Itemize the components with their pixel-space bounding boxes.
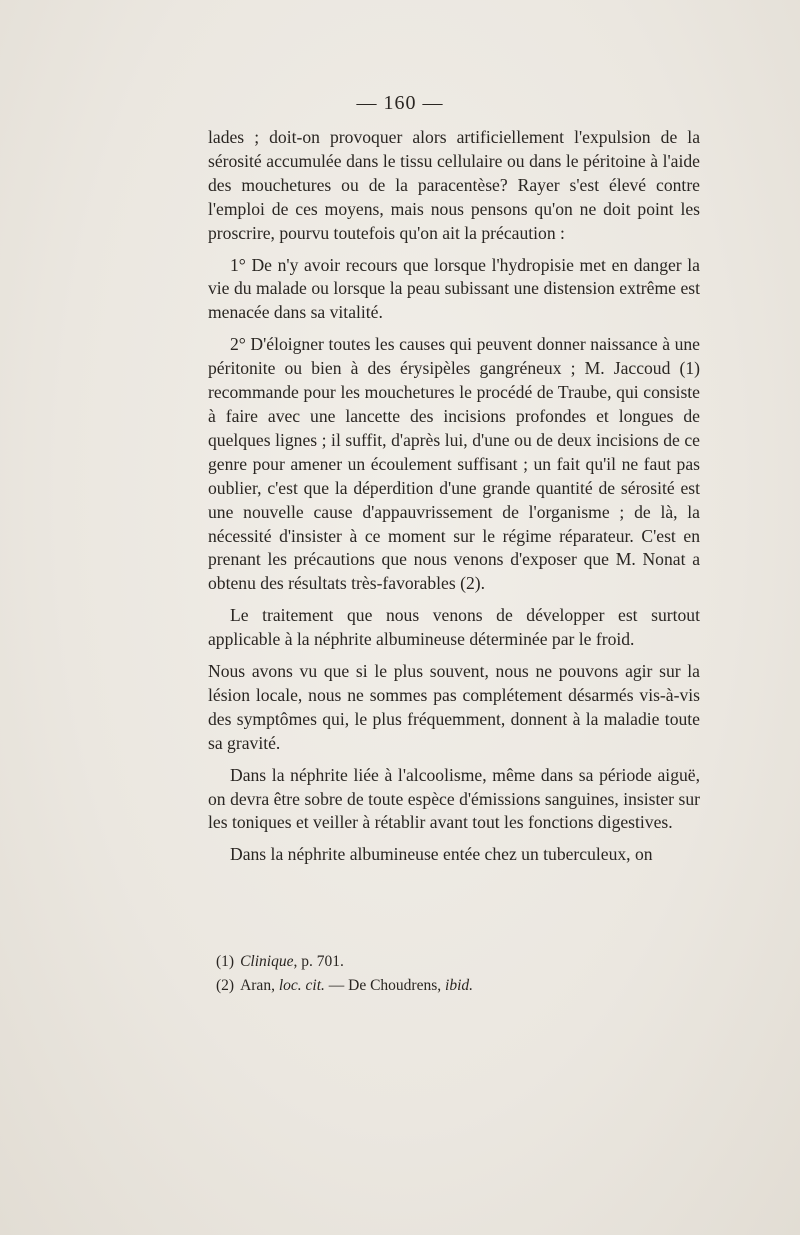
paragraph: Nous avons vu que si le plus souvent, nous ne pouvons agir sur la lésion locale, nous ne sommes pas complétement désarmés vis-à-vis des symptômes qui, le plus fréquemment, donnent à la maladie toute sa gravité. bbox=[208, 661, 700, 753]
main-text bbox=[208, 126, 700, 875]
paragraph: Dans la néphrite liée à l'alcoolisme, même dans sa période aiguë, on devra être sobre de toute espèce d'émissions sanguines, insister sur les toniques et veiller à rétablir avant tout les fonctions digestives. bbox=[208, 764, 700, 833]
paragraph: 1° De n'y avoir recours que lorsque l'hydropisie met en danger la vie du malade ou lorsque la peau subissant une distension extrême est menacée dans sa vitalité. bbox=[208, 254, 700, 323]
footnote-number: (1) bbox=[216, 953, 235, 970]
paragraph: lades ; doit-on provoquer alors artificiellement l'expulsion de la sérosité accumulée dans le tissu cellulaire ou dans le péritoine à l'aide des mouchetures ou de la paracentèse? Rayer s'est élevé contre l'emploi de ces moyens, mais nous pensons qu'on ne doit point les proscrire, pourvu toutefois qu'on ait la précaution : bbox=[208, 127, 700, 243]
footnote-number: (2) bbox=[216, 977, 235, 994]
footnote-work-title: Clinique bbox=[240, 953, 294, 970]
footnote-reference: loc. cit. bbox=[278, 977, 325, 994]
footnote bbox=[216, 974, 696, 998]
footnote-text: — De Choudrens, bbox=[324, 977, 442, 994]
footnote bbox=[216, 950, 696, 974]
footnotes bbox=[216, 950, 696, 998]
footnote-text: , p. 701. bbox=[293, 953, 344, 970]
paragraph: Dans la néphrite albumineuse entée chez un tuberculeux, on bbox=[230, 844, 653, 865]
paragraph: Le traitement que nous venons de développer est surtout applicable à la néphrite albumineuse déterminée par le froid. bbox=[208, 605, 700, 650]
page-number: — 160 — bbox=[356, 92, 444, 114]
paragraph: 2° D'éloigner toutes les causes qui peuvent donner naissance à une péritonite ou bien à des érysipèles gangréneux ; M. Jaccoud (1) recommande pour les mouchetures le procédé de Traube, qui consiste à faire avec une lancette des incisions profondes et longues de quelques lignes ; il suffit, d'après lui, d'une ou de deux incisions de ce genre pour amener un écoulement suffisant ; un fait qu'il ne faut pas oublier, c'est que la déperdition d'une grande quantité de sérosité est une nouvelle cause d'appauvrissement de l'organisme ; de là, la nécessité d'insister à ce moment sur le régime réparateur. C'est en prenant les précautions que nous venons d'exposer que M. Nonat a obtenu des résultats très-favorables (2). bbox=[208, 334, 700, 594]
footnote-ibid: ibid. bbox=[445, 977, 474, 994]
footnote-author: Aran, bbox=[240, 977, 275, 994]
